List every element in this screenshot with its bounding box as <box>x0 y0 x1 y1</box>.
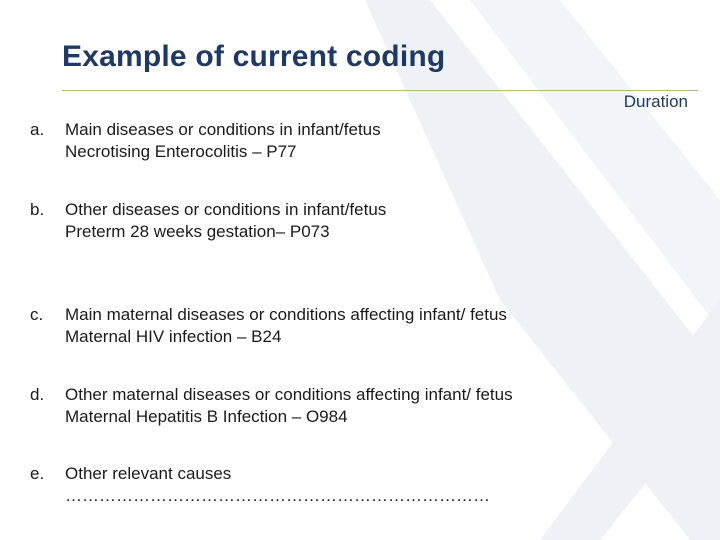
item-heading: Other maternal diseases or conditions affecting infant/ fetus <box>65 385 513 404</box>
page-title: Example of current coding <box>62 40 446 73</box>
duration-label: Duration <box>623 92 688 111</box>
item-heading: Other relevant causes <box>65 464 232 483</box>
item-letter: d. <box>30 385 45 404</box>
item-heading: Other diseases or conditions in infant/fetus <box>65 200 387 219</box>
item-letter: b. <box>30 200 45 219</box>
item-placeholder-dots: ………………………………………………………………… <box>65 486 490 505</box>
item-code: Maternal HIV infection – B24 <box>65 327 282 346</box>
item-letter: a. <box>30 120 45 139</box>
item-code: Necrotising Enterocolitis – P77 <box>65 142 297 161</box>
item-code: Preterm 28 weeks gestation– P073 <box>65 222 330 241</box>
item-heading: Main diseases or conditions in infant/fetus <box>65 120 381 139</box>
item-letter: c. <box>30 305 44 324</box>
item-letter: e. <box>30 464 45 483</box>
title-divider <box>62 90 698 91</box>
item-code: Maternal Hepatitis B Infection – O984 <box>65 407 348 426</box>
item-heading: Main maternal diseases or conditions affecting infant/ fetus <box>65 305 507 324</box>
